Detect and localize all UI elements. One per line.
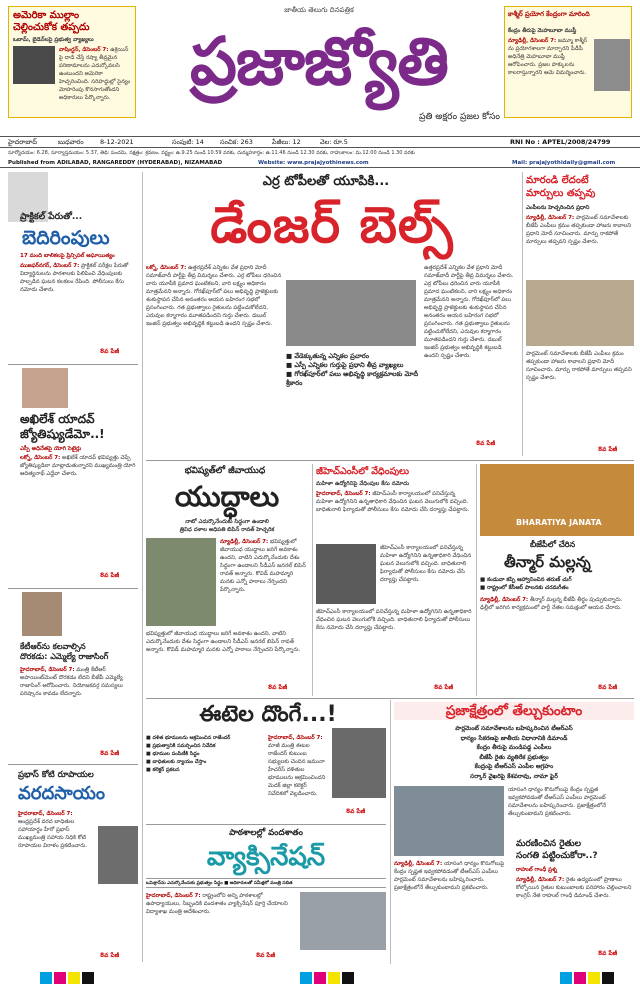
right-col1-red-headline: మారండి లేదంటే మార్పులు తప్పవు (526, 175, 596, 199)
right-col1-text-top: న్యూఢిల్లీ, డిసెంబర్‌ 7: పార్లమెంట్‌ సమావేశాలకు బీజేపీ ఎంపీలు క్రమం తప్పకుండా హాజరు కావాలని ప్రధాని మోదీ సూచించారు. మార్పు రాకపోతే మార్పులు తప్పవని స్పష్టం చేశారు. (526, 215, 632, 245)
war-story (146, 464, 308, 696)
left-col1-text: ముజఫర్‌నగర్‌, డిసెంబర్‌ 7: ప్రాక్టికల్‌ పరీక్షల పేరుతో విద్యార్థినులను పాఠశాలకు పిలిపించి వేధింపులకు పాల్పడిన ఘటన కలకలం రేపింది. పోలీసులు కేసు నమోదు చేశారు. (20, 263, 129, 293)
email[interactable]: Mail: prajajyothidaily@gmail.com (512, 160, 616, 166)
registration-mark (560, 972, 572, 984)
etela-story-headline: ఈటెల దొంగే...! (199, 702, 337, 727)
divider (8, 588, 138, 589)
right-col1-sub: ఎంపీలను హెచ్చరించిన ప్రధాని (526, 205, 590, 211)
left-teaser-box (8, 6, 136, 118)
right-teaser-sub: కేంద్రం తీరుపై మెహబూబా ముఫ్తీ (508, 28, 577, 34)
website[interactable]: Website: www.prajajyothinews.com (258, 160, 369, 166)
right-col1-photo (526, 280, 634, 346)
masthead (140, 4, 498, 130)
left-teaser-headline: అమెరికా ముల్లాం చెల్లించుకోక తప్పదు (13, 10, 90, 33)
left-col1-headline: బెదిరింపులు (22, 227, 110, 249)
publisher-line: Published from ADILABAD, RANGAREDDY (HYDERABAD), NIZAMABAD (8, 160, 223, 166)
etela-story-bullet: ■ దళిత భూములను ఆక్రమించిన రాజేందర్‌ (146, 735, 231, 741)
praja-story-sub: పార్లమెంట్‌ సమావేశాలను బహిష్కరించిన టీఆర్‌ఎస్‌ ధాన్యం సేకరణపై జాతీయ విధానానికి డిమాండ్‌ కేంద్రం తీరుపై మండిపడ్డ ఎంపీలు బీజేపీ రైతు వ్యతిరేక ప్రభుత్వం కేంద్రంపై టీఆర్‌ఎస్‌ ఎంపీల ఆగ్రహం సర్కార్‌ వైఖరిపై కేశవరావు, నామా ఫైర్‌ (455, 725, 573, 780)
left-col4-photo (98, 826, 138, 884)
etela-story-text: హైదరాబాద్‌, డిసెంబర్‌ 7: మాజీ మంత్రి ఈటల రాజేందర్‌ కుటుంబ సభ్యులకు చెందిన జమునా హేచరీస్‌ దళితుల భూములను ఆక్రమించిందని మెదక్‌ జిల్లా కలెక్టర్‌ నివేదికలో వెల్లడించారు. (268, 735, 326, 797)
main-story-bullets (286, 352, 420, 388)
right-teaser-text: న్యూఢిల్లీ, డిసెంబర్‌ 7: జమ్మూ కాశ్మీర్‌ ను ప్రయోగశాలగా మార్చారని పీడీపీ అధినేత్రి మెహబూబా ముఫ్తీ ఆరోపించారు. ప్రజల హక్కులను కాలరాస్తున్నారని ఆమె విమర్శించారు. (508, 38, 588, 76)
war-story-photo (146, 538, 216, 626)
bjp-story-text: న్యూఢిల్లీ, డిసెంబర్‌ 7: తీన్మార్‌ మల్లన్న బీజేపీ తీర్థం పుచ్చుకున్నారు. ఢిల్లీలో జరిగిన కార్యక్రమంలో పార్టీ నేతల సమక్షంలో ఆయన చేరారు. (480, 597, 623, 611)
column-rule (522, 172, 523, 456)
praja-story (394, 700, 634, 964)
registration-mark (328, 972, 340, 984)
left-col4 (8, 768, 138, 964)
left-col4-page-ref[interactable]: 8వ పేజీ (100, 952, 120, 959)
left-col3 (8, 592, 138, 762)
registration-mark (82, 972, 94, 984)
left-col4-headline: వరదసాయం (18, 783, 106, 804)
registration-mark (54, 972, 66, 984)
bjp-story-bullet: ■ కండువా కప్పి ఆహ్వానించిన తరుణ్‌ చుగ్‌ (480, 577, 572, 583)
masthead-tagline-top: జాతీయ తెలుగు దినపత్రిక (284, 6, 354, 14)
registration-mark (68, 972, 80, 984)
vaccine-story-page-ref[interactable]: 8వ పేజీ (256, 952, 276, 959)
left-col2-sub: ఎస్పీ అధినేతపై యోగి సెటైర్లు (20, 446, 82, 452)
left-col4-kicker: ప్రభాస్‌ కోటి రూపాయల (18, 770, 94, 780)
main-story-kicker: ఎర్ర టోపీలతో యూపికి... (262, 174, 390, 189)
war-story-page-ref[interactable]: 8వ పేజీ (268, 684, 288, 691)
publisher-bar (0, 159, 640, 168)
main-story (146, 172, 518, 456)
right-teaser-photo (594, 39, 630, 91)
column-rule (312, 464, 313, 696)
vaccine-story-sub-right: అధికారులతో సమీక్షలో మంత్రి సబిత (229, 881, 293, 886)
ghmc-story (316, 464, 472, 696)
bjp-story (480, 464, 634, 696)
left-col2-page-ref[interactable]: 8వ పేజీ (100, 572, 120, 579)
left-col3-page-ref[interactable]: 8వ పేజీ (100, 750, 120, 757)
left-col3-text: హైదరాబాద్‌, డిసెంబర్‌ 7: మంత్రి కేటీఆర్‌ అపాయింట్‌మెంట్‌ దొరకడం లేదని బీజేపీ ఎమ్మెల్యే రాజాసింగ్‌ ఆరోపించారు. నియోజకవర్గ సమస్యలు పరిష్కారం కావడం లేదన్నారు. (20, 667, 123, 697)
etela-story-photo (332, 728, 386, 798)
registration-mark (300, 972, 312, 984)
vaccine-sub-bar: ఒమిక్రాన్‌ను ఎదుర్కొనేందుకు ప్రభుత్వం సిద్ధం ■ అధికారులతో సమీక్షలో మంత్రి సబిత (146, 878, 386, 888)
main-story-text-right: ఉత్తరప్రదేశ్‌ ఎన్నికల వేళ ప్రధాని మోదీ సమాజ్‌వాదీ పార్టీపై తీవ్ర విమర్శలు చేశారు. ఎర్ర టోపీలు ధరించిన వారు యూపీకి ప్రమాద ఘంటికలని, వారి లక్ష్యం అధికారం మాత్రమేనని అన్నారు. గోరఖ్‌పూర్‌లో పలు అభివృద్ధి ప్రాజెక్టులకు శంకుస్థాపన చేసిన అనంతరం ఆయన బహిరంగ సభలో ప్రసంగించారు. గత ప్రభుత్వాలు రైతులను పట్టించుకోలేదని, ఎరువుల కర్మాగారం మూతపడిందని గుర్తు చేశారు. డబుల్‌ ఇంజిన్‌ ప్రభుత్వం అభివృద్ధికి కట్టుబడి ఉందని స్పష్టం చేశారు. (424, 265, 514, 359)
vaccine-story-kicker: పాఠశాలల్లో వందశాతం (229, 828, 303, 838)
farmers-story-page-ref[interactable]: 8వ పేజీ (598, 950, 618, 957)
ghmc-story-text-top: హైదరాబాద్‌, డిసెంబర్‌ 7: జీహెచ్‌ఎంసీ కార్యాలయంలో పనిచేస్తున్న మహిళా ఉద్యోగినిని ఉన్నతాధికారి వేధించిన ఘటన వెలుగులోకి వచ్చింది. బాధితురాలి ఫిర్యాదుతో పోలీసులు కేసు నమోదు చేసి దర్యాప్తు చేపట్టారు. (316, 491, 470, 513)
bjp-story-bullet: ■ రాష్ట్రంలో కేసీఆర్‌ పాలనకు చరమగీతం (480, 585, 569, 591)
left-col4-text: హైదరాబాద్‌, డిసెంబర్‌ 7: ఆంధ్రప్రదేశ్‌ వరద బాధితుల సహాయార్థం హీరో ప్రభాస్‌ ముఖ్యమంత్రి సహాయ నిధికి కోటి రూపాయల విరాళం ప్రకటించారు. (18, 811, 88, 849)
etela-story-bullet: ■ భూముల పంపిణీకి సిద్ధం (146, 751, 200, 757)
left-col2-headline: అఖిలేశ్‌ యాదవ్‌ జ్యోతిష్యుడేమో..! (20, 412, 105, 441)
main-story-headline: డేంజర్ బెల్స్ (210, 196, 454, 254)
left-col1 (8, 172, 138, 362)
bjp-photo-banner: BHARATIYA JANATA (516, 518, 602, 527)
etela-story-bullet: ■ ప్రభుత్వానికి సమర్పించిన నివేదిక (146, 743, 216, 749)
etela-story (146, 700, 386, 822)
divider (146, 698, 634, 699)
praja-story-photo (394, 786, 504, 856)
bjp-story-headline: తీన్మార్‌ మల్లన్న (504, 553, 591, 571)
main-story-text-left: లక్నో, డిసెంబర్‌ 7: ఉత్తరప్రదేశ్‌ ఎన్నికల వేళ ప్రధాని మోదీ సమాజ్‌వాదీ పార్టీపై తీవ్ర విమర్శలు చేశారు. ఎర్ర టోపీలు ధరించిన వారు యూపీకి ప్రమాద ఘంటికలని, వారి లక్ష్యం అధికారం మాత్రమేనని అన్నారు. గోరఖ్‌పూర్‌లో పలు అభివృద్ధి ప్రాజెక్టులకు శంకుస్థాపన చేసిన అనంతరం ఆయన బహిరంగ సభలో ప్రసంగించారు. గత ప్రభుత్వాలు రైతులను పట్టించుకోలేదని, ఎరువుల కర్మాగారం మూతపడిందని గుర్తు చేశారు. డబుల్‌ ఇంజిన్‌ ప్రభుత్వం అభివృద్ధికి కట్టుబడి ఉందని స్పష్టం చేశారు. (146, 265, 282, 327)
divider (8, 764, 138, 765)
main-story-bullet: ■ ఎస్పీ ఎన్నికల గుర్తుపై ప్రధాని తీవ్ర వ్యాఖ్యలు (286, 361, 404, 369)
registration-mark (574, 972, 586, 984)
left-teaser-text: వాషింగ్టన్‌, డిసెంబర్‌ 7: ఉక్రెయిన్‌ పై దాడి చేస్తే రష్యా తీవ్రమైన పరిణామాలను ఎదుర్కోవలసి ఉంటుందని అమెరికా హెచ్చరించింది. సరిహద్దుల్లో సైన్యం మోహరింపు కొనసాగుతోందని అధికారులు పేర్కొన్నారు. (59, 47, 131, 101)
column-rule (142, 172, 143, 962)
left-col2-text: లక్నో, డిసెంబర్‌ 7: అఖిలేశ్‌ యాదవ్‌ భవిష్యత్తు చెప్పే జ్యోతిష్యుడిలా మాట్లాడుతున్నారని ముఖ్యమంత్రి యోగి ఆదిత్యనాథ్‌ ఎద్దేవా చేశారు. (20, 455, 136, 477)
left-col1-sub: 17 మంది బాలికలపై ప్రిన్సిపల్‌ అఘాయిత్యం (20, 253, 115, 259)
info-day: బుధవారం (58, 138, 84, 146)
info-pages: పేజీలు: 12 (272, 138, 301, 146)
info-city: హైదరాబాద్ (8, 138, 37, 146)
ghmc-story-page-ref[interactable]: 8వ పేజీ (434, 684, 454, 691)
panchang-line: సూర్యోదయం: 6.28, సూర్యాస్తమయం: 5.37, తిథి: పంచమి, నక్షత్రం: శ్రవణం, వర్జ్యం: ఉ.9.25 నుండి 10.59 వరకు, దుర్ముహూర్తం: ఉ.11.46 నుండి 12.30 వరకు, రాహుకాలం: మ.12.00 నుండి 1.30 వరకు (8, 150, 415, 156)
main-story-photo (286, 280, 416, 346)
info-issue: సంచిక: 263 (220, 138, 253, 146)
left-col1-kicker: ప్రాక్టికల్‌ పేరుతో... (20, 212, 83, 222)
left-teaser-sub: ఒబామ్, బైడెన్‌లపై ప్రభుత్వ వ్యాఖ్యలు (13, 37, 94, 43)
info-price: వెల: రూ.5 (320, 138, 348, 146)
left-col1-page-ref[interactable]: 8వ పేజీ (100, 348, 120, 355)
vaccine-story-headline: వ్యాక్సినేషన్ (206, 842, 326, 872)
farmers-story-headline: మరణించిన రైతుల సంగతి పట్టించుకోరా..? (516, 839, 598, 861)
right-col1-page-ref[interactable]: 8వ పేజీ (598, 446, 618, 453)
vaccine-story-text: హైదరాబాద్‌, డిసెంబర్‌ 7: రాష్ట్రంలోని అన్ని పాఠశాలల్లో ఉపాధ్యాయులు, సిబ్బందికి వందశాతం వ్యాక్సినేషన్‌ పూర్తి చేయాలని విద్యాశాఖ మంత్రి ఆదేశించారు. (146, 893, 288, 915)
registration-mark (40, 972, 52, 984)
left-col3-headline: కేటీఆర్‌ను కలవాల్సిన దొరకడు: ఎమ్మెల్యే రాజాసింగ్‌ (20, 642, 109, 661)
farmers-story (516, 838, 634, 962)
praja-story-text-bottom: న్యూఢిల్లీ, డిసెంబర్‌ 7: యాసంగి ధాన్యం కొనుగోలుపై కేంద్రం స్పష్టత ఇవ్వకపోవడంతో టీఆర్‌ఎస్‌ ఎంపీలు పార్లమెంట్‌ సమావేశాలను బహిష్కరించారు. ప్రజాక్షేత్రంలోనే తేల్చుకుంటామని ప్రకటించారు. (394, 861, 505, 891)
ghmc-story-headline: జీహెచ్‌ఎంసీలో వేధింపులు (316, 466, 410, 477)
main-story-bullet: ■ వేడెక్కుతున్న ఎన్నికల ప్రచారం (286, 352, 370, 360)
registration-mark (342, 972, 354, 984)
left-col3-photo (22, 592, 62, 636)
farmers-story-text: న్యూఢిల్లీ, డిసెంబర్‌ 7: రైతు ఉద్యమంలో ప్రాణాలు కోల్పోయిన రైతుల కుటుంబాలకు పరిహారం చెల్లించాలని కాంగ్రెస్‌ నేత రాహుల్‌ గాంధీ డిమాండ్‌ చేశారు. (516, 877, 632, 899)
war-story-text-right: న్యూఢిల్లీ, డిసెంబర్‌ 7: భవిష్యత్తులో జీవాయుధ యుద్ధాలు జరిగే అవకాశం ఉందని, వాటిని ఎదుర్కొనేందుకు దేశం సిద్ధంగా ఉండాలని సీడీఎస్‌ జనరల్‌ బిపిన్‌ రావత్‌ అన్నారు. కొవిడ్‌ మహమ్మారి మనకు ఎన్నో పాఠాలు నేర్పిందని పేర్కొన్నారు. (220, 539, 306, 593)
farmers-story-sub: రాహుల్‌ గాంధీ ప్రశ్న (516, 867, 557, 873)
column-rule (390, 700, 391, 964)
ghmc-story-sub: మహిళా ఉద్యోగినిపై వేధింపుల కేసు నమోదు (316, 481, 409, 487)
divider (8, 364, 138, 365)
registration-mark (602, 972, 614, 984)
info-rni: RNI No : APTEL/2008/24799 (510, 138, 611, 146)
etela-story-bullet: ■ బాధితులకు న్యాయం చేస్తాం (146, 759, 207, 765)
ghmc-story-photo (316, 544, 376, 604)
left-col2-photo (22, 368, 68, 408)
vaccine-story (146, 826, 386, 966)
main-story-page-ref[interactable]: 8వ పేజీ (476, 440, 496, 447)
war-story-headline: యుద్ధాలు (174, 480, 280, 513)
main-story-bullet: ■ గోరఖ్‌పూర్‌లో పలు అభివృద్ధి కార్యక్రమాలకు మోదీ శ్రీకారం (286, 370, 419, 387)
vaccine-story-sub-left: ఒమిక్రాన్‌ను ఎదుర్కొనేందుకు ప్రభుత్వం సిద్ధం (146, 881, 223, 886)
column-rule (476, 464, 477, 696)
praja-story-headline: ప్రజాక్షేత్రంలో తేల్చుకుంటాం (394, 702, 634, 720)
right-teaser-box (504, 6, 632, 118)
divider (146, 460, 634, 461)
info-date: 8-12-2021 (100, 138, 134, 146)
war-story-text-bottom: భవిష్యత్తులో జీవాయుధ యుద్ధాలు జరిగే అవకాశం ఉందని, వాటిని ఎదుర్కొనేందుకు దేశం సిద్ధంగా ఉండాలని సీడీఎస్‌ జనరల్‌ బిపిన్‌ రావత్‌ అన్నారు. కొవిడ్‌ మహమ్మారి మనకు ఎన్నో పాఠాలు నేర్పిందని పేర్కొన్నారు. (146, 631, 301, 653)
info-bar (0, 136, 640, 148)
war-story-kicker: భవిష్యత్‌లో జీవాయుధ (184, 466, 266, 476)
bjp-story-kicker: బీజేపీలో చేరిన (530, 540, 576, 549)
vaccine-story-photo (300, 892, 386, 950)
bjp-story-photo (480, 464, 634, 536)
masthead-tagline-bottom: ప్రతి అక్షరం ప్రజల కోసం (418, 112, 500, 122)
right-col1 (526, 172, 634, 456)
right-col1-text-bottom: పార్లమెంట్‌ సమావేశాలకు బీజేపీ ఎంపీలు క్రమం తప్పకుండా హాజరు కావాలని ప్రధాని మోదీ సూచించారు. మార్పు రాకపోతే మార్పులు తప్పవని స్పష్టం చేశారు. (526, 351, 632, 381)
info-volume: సంపుటి: 14 (172, 138, 204, 146)
color-registration-strip (0, 972, 640, 984)
etela-story-bullets (146, 734, 264, 774)
registration-mark (588, 972, 600, 984)
etela-story-bullet: ■ కలెక్టర్‌ ప్రకటన (146, 767, 180, 773)
ghmc-story-text-bottom: జీహెచ్‌ఎంసీ కార్యాలయంలో పనిచేస్తున్న మహిళా ఉద్యోగినిని ఉన్నతాధికారి వేధించిన ఘటన వెలుగులోకి వచ్చింది. బాధితురాలి ఫిర్యాదుతో పోలీసులు కేసు నమోదు చేసి దర్యాప్తు చేపట్టారు. (316, 609, 472, 631)
bjp-story-page-ref[interactable]: 8వ పేజీ (598, 684, 618, 691)
left-teaser-photo (13, 46, 55, 84)
etela-story-page-ref[interactable]: 8వ పేజీ (346, 808, 366, 815)
bjp-story-bullets (480, 576, 634, 592)
praja-story-text-right: యాసంగి ధాన్యం కొనుగోలుపై కేంద్రం స్పష్టత ఇవ్వకపోవడంతో టీఆర్‌ఎస్‌ ఎంపీలు పార్లమెంట్‌ సమావేశాలను బహిష్కరించారు. ప్రజాక్షేత్రంలోనే తేల్చుకుంటామని ప్రకటించారు. (508, 787, 607, 817)
right-teaser-headline: కాశ్మీర్‌ ప్రయోగ కేంద్రంగా మారింది (508, 10, 590, 18)
ghmc-story-text-right: జీహెచ్‌ఎంసీ కార్యాలయంలో పనిచేస్తున్న మహిళా ఉద్యోగినిని ఉన్నతాధికారి వేధించిన ఘటన వెలుగులోకి వచ్చింది. బాధితురాలి ఫిర్యాదుతో పోలీసులు కేసు నమోదు చేసి దర్యాప్తు చేపట్టారు. (380, 545, 472, 583)
masthead-title: ప్రజాజ్యోతి (189, 23, 449, 100)
left-col2 (8, 368, 138, 586)
war-story-sub: నాటో ఎదుర్కొనేందుకు సిద్ధంగా ఉండాలి త్రివిధ దళాల అధిపతి బిపిన్‌ రావత్‌ హెచ్చరిక (179, 519, 275, 533)
divider (146, 824, 386, 825)
registration-mark (314, 972, 326, 984)
